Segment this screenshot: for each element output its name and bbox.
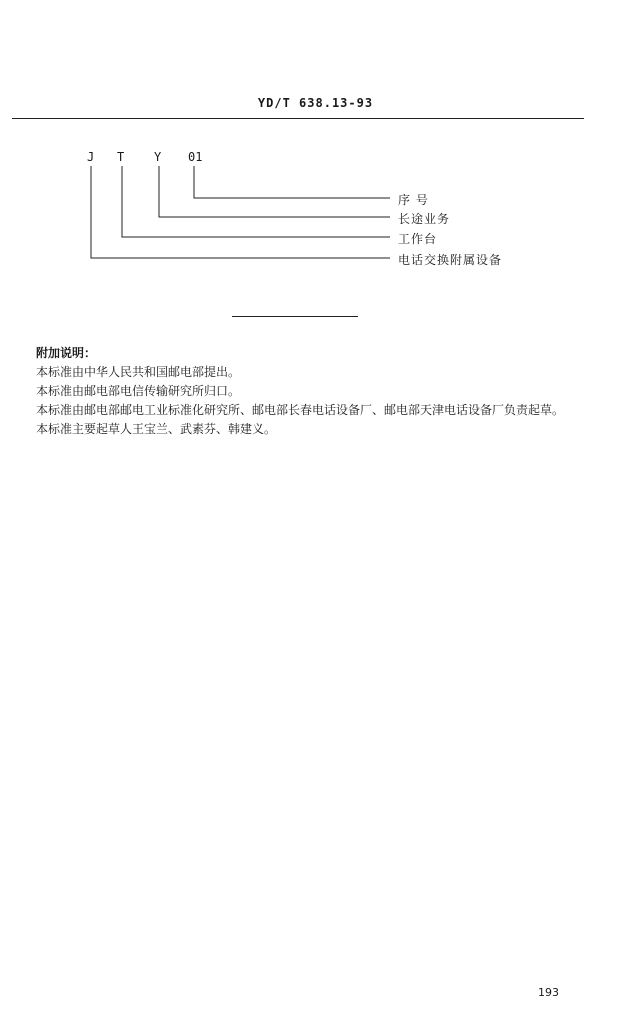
leader-line-serial bbox=[194, 166, 390, 198]
legend-serial-number: 序 号 bbox=[398, 193, 429, 207]
code-letter-j: J bbox=[87, 150, 95, 164]
code-letter-t: T bbox=[117, 150, 125, 164]
page-number: 193 bbox=[538, 986, 559, 999]
standard-number-header: YD/T 638.13-93 bbox=[257, 96, 374, 110]
code-diagram-lines bbox=[0, 0, 631, 300]
code-letter-y: Y bbox=[154, 150, 162, 164]
legend-workstation: 工作台 bbox=[398, 232, 438, 246]
section-separator bbox=[232, 316, 358, 317]
leader-line-accessory bbox=[91, 166, 390, 258]
additional-notes bbox=[12, 344, 587, 439]
notes-line-administrator: 本标准由邮电部电信传输研究所归口。 bbox=[36, 384, 241, 398]
notes-line-proposer: 本标准由中华人民共和国邮电部提出。 bbox=[36, 365, 241, 379]
leader-line-workstation bbox=[122, 166, 390, 237]
notes-heading: 附加说明： bbox=[36, 346, 97, 360]
notes-line-drafting-units: 本标准由邮电部邮电工业标准化研究所、邮电部长春电话设备厂、邮电部天津电话设备厂负责起草。 bbox=[36, 403, 565, 417]
notes-line-drafters: 本标准主要起草人王宝兰、武素芬、韩建义。 bbox=[36, 422, 277, 436]
legend-long-distance-service: 长途业务 bbox=[398, 212, 451, 226]
legend-telephone-switching-accessory: 电话交换附属设备 bbox=[398, 253, 503, 267]
code-letter-01: 01 bbox=[188, 150, 203, 164]
